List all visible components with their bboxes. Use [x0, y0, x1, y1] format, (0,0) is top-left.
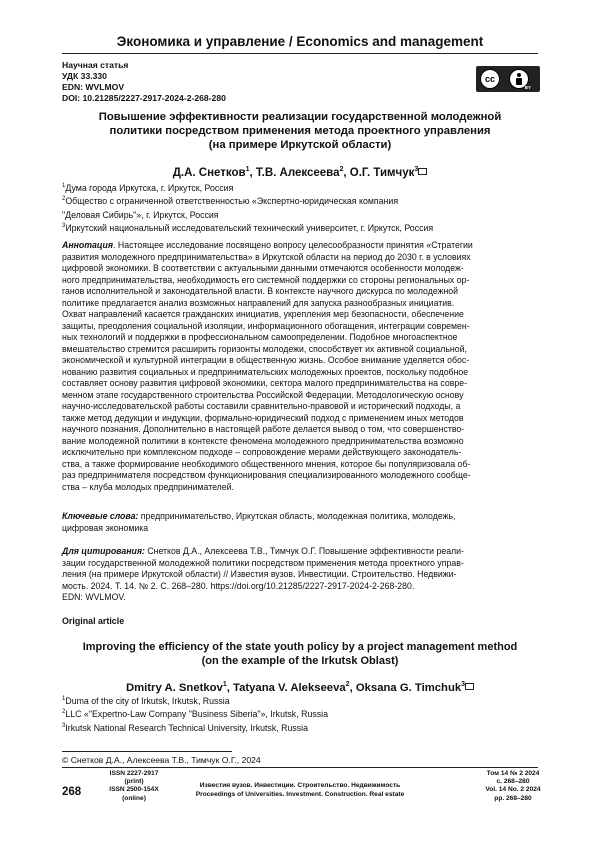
journal-name-ru: Известия вузов. Инвестиции. Строительство. Недвижимость	[199, 782, 401, 789]
author-name: Д.А. Снетков	[172, 166, 246, 179]
abstract-line: ных технологий и поддержки в профессиональном самоопределении. Подобное многоаспектное	[62, 332, 458, 342]
title-ru-line: (на примере Иркутской области)	[208, 139, 392, 151]
journal-name-en: Proceedings of Universities. Investment. Construction. Real estate	[195, 791, 405, 798]
original-article-label: Original article	[62, 616, 125, 626]
copyright-divider	[62, 751, 232, 752]
affiliation-item: "Деловая Сибирь"», г. Иркутск, Россия	[62, 209, 219, 220]
abstract-line: менном этапе государственного строительства Российской Федерации. Методологическую основу	[62, 389, 464, 400]
volume-line: с. 268–280	[496, 778, 530, 786]
affiliation-item: $^1$Дума города Иркутска, г. Иркутск, Россия	[62, 182, 234, 193]
citation-line: ления (на примере Иркутской области) // Известия вузов. Инвестиции. Строительство. Недвижи-	[62, 569, 457, 579]
cc-icon: cc	[480, 69, 500, 89]
authors-en: Dmitry A. Snetkov$^1$, Tatyana V. Alekseeva$^2$, Oksana G. Timchuk$^3$	[0, 681, 600, 694]
citation: Для цитирования: Снетков Д.А., Алексеева Т.В., Тимчук О.Г. Повышение эффективности реали- зации государственной молодежной политики посредством применения метода проектного управ- ления (на примере Иркутской области) // Известия вузов. Инвестиции. Строительство. Недвижи- мость. 2024. Т. 14. № 2. С. 268–280. https://doi.org/10.21285/2227-2917-2024-2-268-280. EDN: WVLMOV.	[62, 546, 538, 604]
author-sup: 3	[461, 681, 466, 688]
mail-icon[interactable]	[418, 168, 427, 175]
author-name: Oksana G. Timchuk	[355, 681, 462, 694]
abstract-line: ства, а также формирование необходимого общественного мнения, которое бы популяризовала об-	[62, 458, 471, 469]
mail-icon[interactable]	[465, 683, 474, 690]
footer-divider	[62, 767, 538, 768]
affiliations-ru	[62, 181, 433, 235]
volume-line: Vol. 14 No. 2 2024	[485, 786, 541, 794]
udc: УДК 33.330	[62, 71, 107, 81]
edn: EDN: WVLMOV	[62, 82, 125, 92]
title-ru-line: Повышение эффективности реализации государственной молодежной	[98, 111, 502, 123]
citation-label: Для цитирования:	[62, 546, 145, 556]
abstract-line: политике предлагается анализ возможных направлений для запуска разнообразных инициатив.	[62, 297, 455, 308]
page-number: 268	[62, 786, 82, 798]
volume-line: Том 14 № 2 2024	[486, 770, 540, 777]
author-sup: 1	[245, 166, 250, 173]
by-label: BY	[524, 85, 531, 90]
affiliation-item: $^3$Иркутский национальный исследовательский технический университет, г. Иркутск, Россия	[62, 223, 434, 234]
issn-line: (online)	[122, 794, 146, 802]
doi[interactable]: DOI: 10.21285/2227-2917-2024-2-268-280	[62, 93, 226, 103]
affiliations-en	[62, 694, 328, 734]
header-divider	[62, 53, 538, 54]
title-ru-line: политики посредством применения метода проектного управления	[109, 125, 491, 137]
abstract-line: ства – клуба молодых предпринимателей.	[62, 481, 234, 492]
journal-name-block	[170, 781, 430, 799]
issn-line: ISSN 2500-154X	[109, 786, 159, 794]
keywords: Ключевые слова: предпринимательство, Иркутская область, молодежная политика, молодежь, цифровая экономика	[62, 511, 538, 534]
author-sup: 2	[345, 681, 350, 688]
abstract-line: ганов исполнительной и законодательной власти. В контексте научного дискурса по молодежной	[62, 286, 459, 296]
copyright: © Снетков Д.А., Алексеева Т.В., Тимчук О.Г., 2024	[62, 755, 261, 765]
issn-line: ISSN 2227-2917	[109, 770, 159, 777]
author-sup: 2	[339, 166, 344, 173]
abstract-line: исключительно при комплексном подходе – сопровождение мерами действующего законодатель-	[62, 447, 462, 457]
author-name: Dmitry A. Snetkov	[125, 681, 223, 694]
citation-line[interactable]: мость. 2024. Т. 14. № 2. С. 268–280. https://doi.org/10.21285/2227-2917-2024-2-268-280.	[62, 580, 415, 591]
abstract-line: научно-исследовательской работы составили сравнительно-правовой и исторический подходы, а	[62, 401, 461, 411]
affiliation-item: $^2$Общество с ограниченной ответственностью «Экспертно-юридическая компания	[62, 196, 399, 207]
author-name: О.Г. Тимчук	[349, 166, 415, 179]
abstract-line: научного познания. Дополнительно в настоящей работе делается вывод о том, что совершенство-	[62, 424, 465, 434]
abstract-line: защиты, преодоления социальной изоляции, информационного обогащения, интеграции современ-	[62, 320, 470, 331]
abstract-line: вмешательство стремится расширить горизонты молодежи, способствует их активной социальной,	[62, 343, 467, 354]
author-sup: 1	[222, 681, 227, 688]
title-en-line: Improving the efficiency of the state youth policy by a project management method	[82, 641, 518, 653]
affiliation-item: $^2$LLC «"Expertno-Law Company "Business Siberia"», Irkutsk, Russia	[62, 709, 328, 720]
abstract-line: ного предпринимательства, необходимость его системной поддержки со стороны региональных ор-	[62, 274, 470, 285]
author-name: Tatyana V. Alekseeva	[233, 681, 346, 694]
volume-line: pp. 268–280	[494, 794, 532, 802]
citation-line: EDN: WVLMOV.	[62, 592, 126, 602]
abstract	[62, 240, 538, 493]
authors-ru: Д.А. Снетков$^1$, Т.В. Алексеева$^2$, О.Г. Тимчук$^3$	[0, 166, 600, 179]
keywords-label: Ключевые слова:	[62, 511, 139, 521]
article-title-ru	[62, 110, 538, 152]
article-meta	[62, 60, 226, 104]
abstract-line: также метод дедукции и индукции, формально-юридический подход с применением иных методов	[62, 412, 464, 423]
affiliation-item: $^3$Irkutsk National Research Technical University, Irkutsk, Russia	[62, 722, 308, 733]
citation-line: зации государственной молодежной политики посредством применения метода проектного управ-	[62, 557, 464, 568]
abstract-line: Охват направлений касается гражданских инициатив, укрепления мер безопасности, обеспечение	[62, 309, 464, 319]
article-title-en	[62, 640, 538, 668]
volume-block	[478, 770, 548, 803]
abstract-label: Аннотация	[62, 240, 114, 250]
issn-line: (print)	[124, 778, 144, 786]
abstract-line: развития молодежного предпринимательства» в Иркутской области на период до 2030 г. в условиях	[62, 251, 471, 262]
abstract-line: составляет основу развития цифровой экономики, сектора малого предпринимательства на совре-	[62, 378, 468, 388]
abstract-line: экономической и культурной интеграции в общественную жизнь. Особое внимание уделяется обос-	[62, 355, 470, 365]
journal-section-title: Экономика и управление / Economics and management	[116, 34, 484, 49]
article-type: Научная статья	[62, 60, 129, 70]
cc-by-license-icon[interactable]	[476, 66, 540, 92]
abstract-line: нованию развития социальных и предпринимательских молодежных проектов, поскольку подобное	[62, 366, 469, 377]
title-en-line: (on the example of the Irkutsk Oblast)	[201, 655, 399, 667]
issn-block	[104, 770, 164, 803]
keywords-line: цифровая экономика	[62, 522, 149, 533]
affiliation-item: $^1$Duma of the city of Irkutsk, Irkutsk, Russia	[62, 695, 230, 706]
author-name: Т.В. Алексеева	[255, 166, 340, 179]
abstract-line: раз предпринимателя посредством функционирования специализированного молодежного сообще-	[62, 470, 471, 480]
abstract-line: цифровой экономики. В соответствии с актуальными данными отмечаются особенности молодеж-	[62, 263, 464, 273]
abstract-line: Аннотация. Настоящее исследование посвящено вопросу целесообразности принятия «Стратегии	[62, 240, 473, 250]
abstract-line: вание молодежной политики в контексте феномена молодежного предпринимательства возможно	[62, 435, 464, 446]
author-sup: 3	[414, 166, 419, 173]
